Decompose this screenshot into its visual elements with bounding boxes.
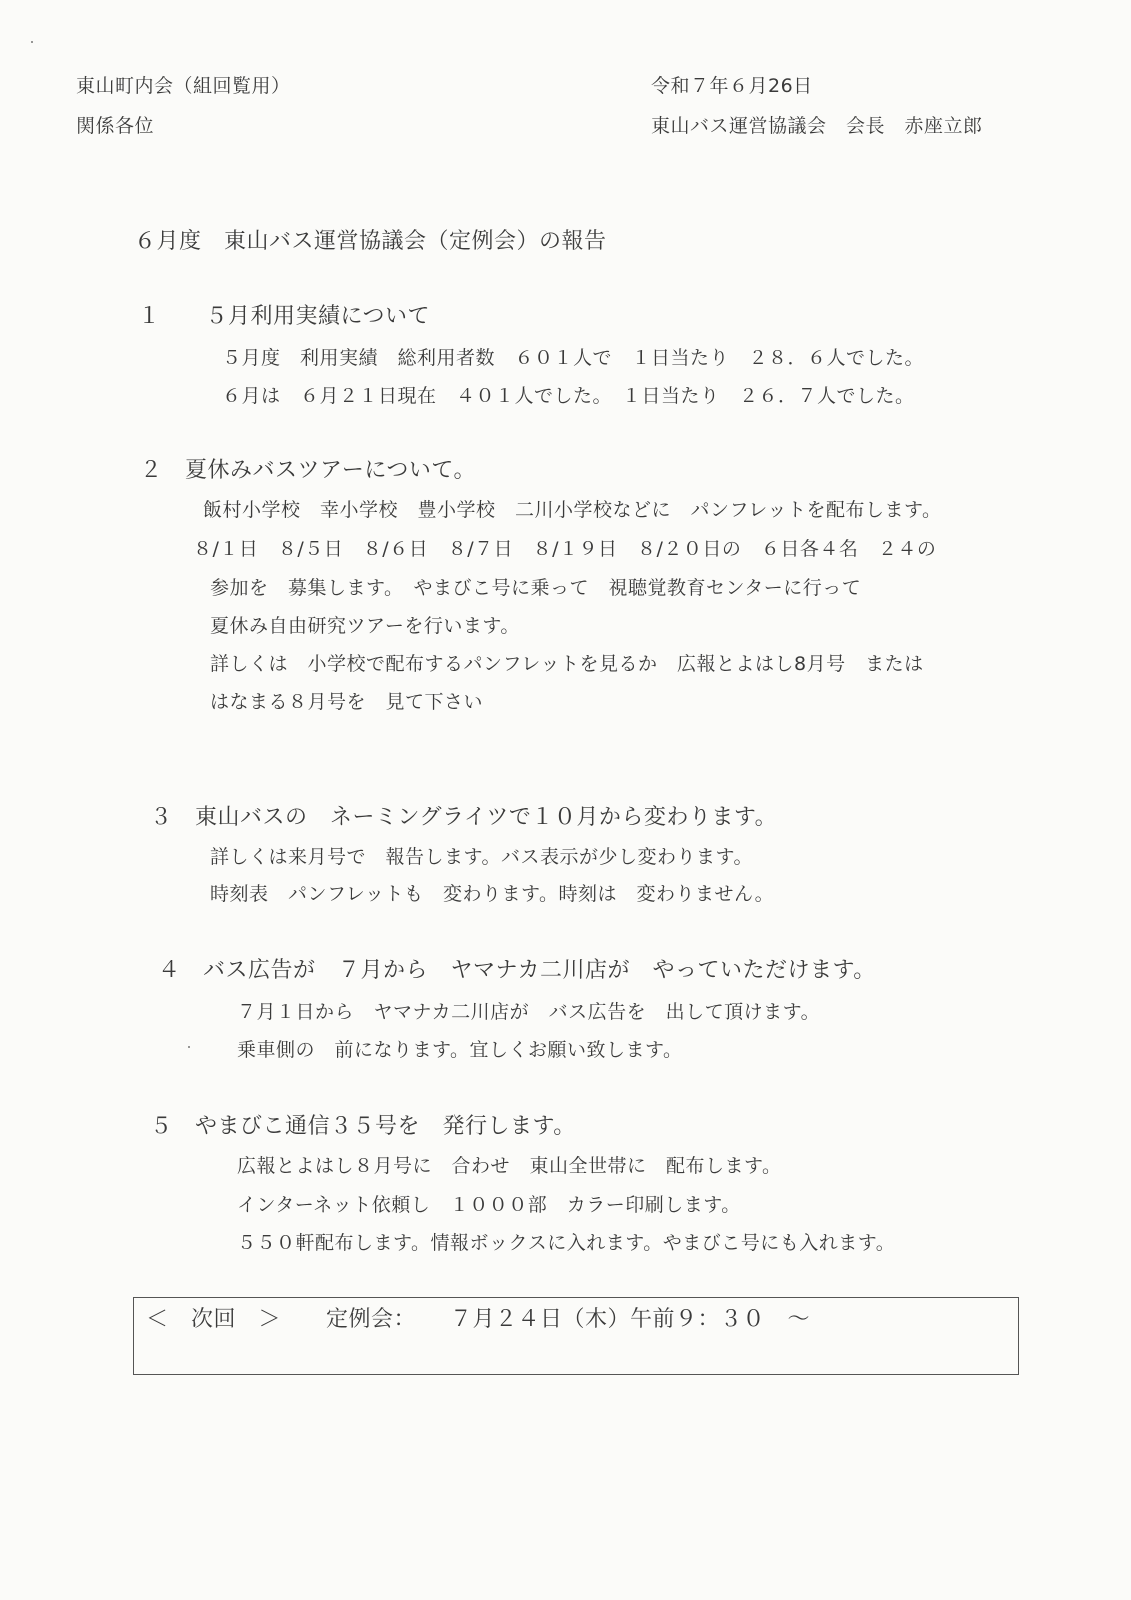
section-2-line: 飯村小学校 幸小学校 豊小学校 二川小学校などに パンフレットを配布します。 <box>203 499 942 521</box>
section-2-line: 詳しくは 小学校で配布するパンフレットを見るか 広報とよはし8月号 または <box>210 653 924 675</box>
section-1-heading: １ ５月利用実績について <box>138 304 431 329</box>
scan-speck <box>31 41 33 43</box>
section-4-line: ７月１日から ヤマナカ二川店が バス広告を 出して頂けます。 <box>237 1001 821 1023</box>
document-date: 令和７年６月26日 <box>651 75 813 97</box>
section-2-line: ８/１日 ８/５日 ８/６日 ８/７日 ８/１９日 ８/２０日の ６日各４名 ２４の <box>193 538 937 560</box>
scan-speck <box>188 1046 190 1048</box>
addressee-line-2: 関係各位 <box>76 115 155 137</box>
section-5-heading: ５ やまびこ通信３５号を 発行します。 <box>150 1114 576 1139</box>
section-2-heading: ２ 夏休みバスツアーについて。 <box>140 458 476 483</box>
section-5-line: インターネット依頼し １０００部 カラー印刷します。 <box>237 1194 741 1216</box>
section-2-line: はなまる８月号を 見て下さい <box>210 691 484 713</box>
section-2-line: 参加を 募集します。 やまびこ号に乗って 視聴覚教育センターに行って <box>210 577 862 599</box>
section-3-heading: ３ 東山バスの ネーミングライツで１０月から変わります。 <box>150 805 778 830</box>
section-4-line: 乗車側の 前になります。宜しくお願い致します。 <box>237 1039 683 1061</box>
document-title: ６月度 東山バス運営協議会（定例会）の報告 <box>134 229 607 254</box>
section-1-line: ５月度 利用実績 総利用者数 ６０１人で １日当たり ２８．６人でした。 <box>222 347 925 369</box>
section-5-line: ５５０軒配布します。情報ボックスに入れます。やまびこ号にも入れます。 <box>237 1232 896 1254</box>
addressee-line-1: 東山町内会（組回覧用） <box>76 75 291 97</box>
section-4-heading: ４ バス広告が ７月から ヤマナカ二川店が やっていただけます。 <box>158 958 876 983</box>
section-3-line: 時刻表 パンフレットも 変わります。時刻は 変わりません。 <box>210 883 775 905</box>
next-meeting-box <box>133 1297 1019 1375</box>
section-1-line: ６月は ６月２１日現在 ４０１人でした。 １日当たり ２６．７人でした。 <box>222 385 915 407</box>
section-2-line: 夏休み自由研究ツアーを行います。 <box>210 615 520 637</box>
sender-line: 東山バス運営協議会 会長 赤座立郎 <box>651 115 983 137</box>
next-meeting-text: ＜ 次回 ＞ 定例会： ７月２４日（木）午前９：３０ ～ <box>146 1307 811 1332</box>
section-5-line: 広報とよはし８月号に 合わせ 東山全世帯に 配布します。 <box>237 1155 782 1177</box>
section-3-line: 詳しくは来月号で 報告します。バス表示が少し変わります。 <box>210 846 753 868</box>
